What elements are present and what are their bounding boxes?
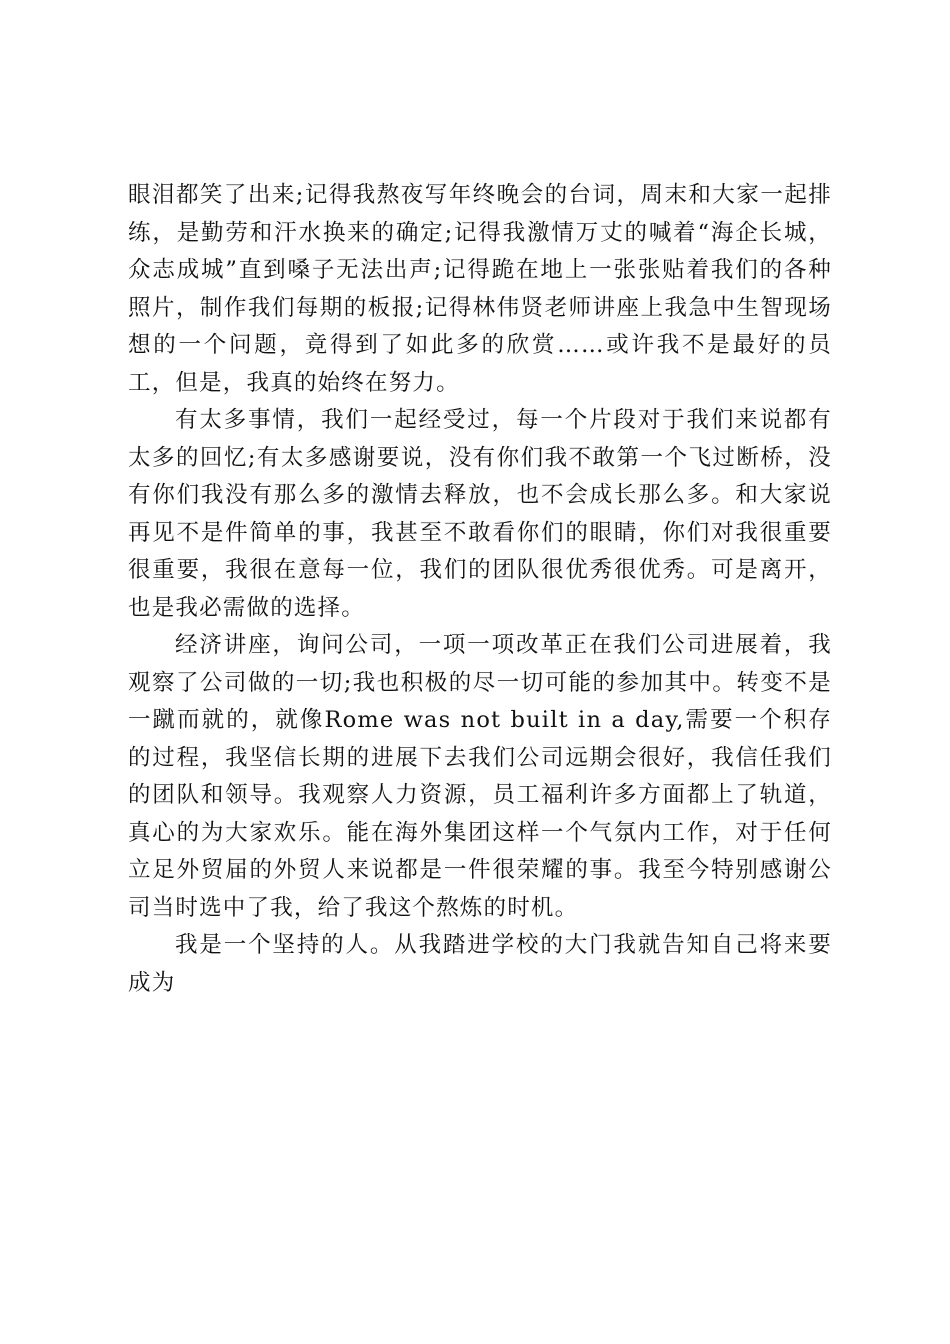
paragraph-persistence: 我是一个坚持的人。从我踏进学校的大门我就告知自己将来要成为	[128, 932, 832, 996]
paragraph-thanks: 有太多事情，我们一起经受过，每一个片段对于我们来说都有太多的回忆;有太多感谢要说，没有你们我不敢第一个飞过断桥，没有你们我没有那么多的激情去释放，也不会成长那么多。和大家说再见不是件简单的事，我甚至不敢看你们的眼睛，你们对我很重要很重要，我很在意每一位，我们的团队很优秀很优秀。可是离开，也是我必需做的选择。	[128, 407, 832, 621]
paragraph-company-reform: 经济讲座，询问公司，一项一项改革正在我们公司进展着，我观察了公司做的一切;我也积极的尽一切可能的参加其中。转变不是一蹴而就的，就像Rome was not built in a day,需要一个积存的过程，我坚信长期的进展下去我们公司远期会很好，我信任我们的团队和领导。我观察人力资源，员工福利许多方面都上了轨道，真心的为大家欢乐。能在海外集团这样一个气氛内工作，对于任何立足外贸届的外贸人来说都是一件很荣耀的事。我至今特别感谢公司当时选中了我，给了我这个熬炼的时机。	[128, 632, 832, 921]
document-body	[128, 177, 832, 1002]
paragraph-continued: 眼泪都笑了出来;记得我熬夜写年终晚会的台词，周末和大家一起排练，是勤劳和汗水换来的确定;记得我激情万丈的喊着“海企长城，众志成城”直到嗓子无法出声;记得跪在地上一张张贴着我们的各种照片，制作我们每期的板报;记得林伟贤老师讲座上我急中生智现场想的一个问题，竟得到了如此多的欣赏……或许我不是最好的员工，但是，我真的始终在努力。	[128, 182, 832, 396]
